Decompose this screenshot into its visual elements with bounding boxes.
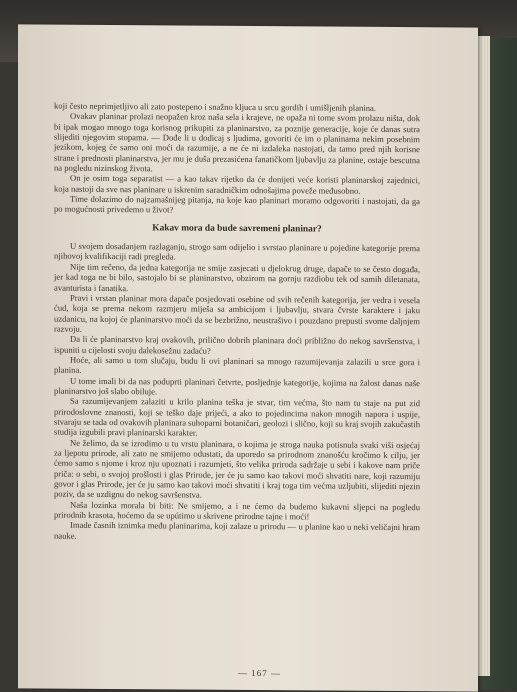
paragraph: U svojem dosadanjem razlaganju, strogo sam odijelio i svrstao planinare u pojedine kategorije prema njihovoj kvalifikaciji radi pregleda. [54, 240, 420, 262]
paragraph: Time dolazimo do najzamašnijeg pitanja, na koje kao planinari moramo odgovoriti i nastojati, da ga po mogućnosti privedemo u život? [54, 193, 420, 215]
paragraph: Pravi i vrstan planinar mora dapače posjedovati osebine od svih rečenih kategorija, jer vedra i vesela ćud, koja se prema nekom razmjeru miješa sa ambicijom i ljubavlju, stvara čvrste karaktere i jaku uzdanicu, na kojoj će planinarstvo moći da se bezbrižno, neustrašivo i pouzdano prepusti svome daljnjem razvoju. [54, 292, 420, 334]
paragraph: U tome imali bi da nas poduprti planinari četvrte, posljednje kategorije, kojima na žalost danas naše planinarstvo još slabo obiluje. [54, 375, 420, 397]
paragraph: Ovakav planinar prolazi neopažen kroz naša sela i krajeve, ne opaža ni tome svom prolazu ništa, dok bi ipak mogao mnogo toga korisnog prikupiti za planinarstvo, za poznije generacije, koje će danas sutra slijediti njegovim stopama. — Dođe li u dodicaj s ljudima, govoriti će im o planinama nekim posebnim jezikom, kojeg će samo oni moći da razumije, a ne će ni izdaleka nastojati, da tamo pred njih korisne strane i prednosti planinarstva, jer mu je duša prezasićena fanatičkom ljubavlju za planine, ostaje bescutna na pogledu nizinskog života. [54, 111, 420, 174]
paragraph: Da li će planinarstvo kraj ovakovih, prilično dobrih planinara doći približno do nekog savršenstva, i ispuniti u cijelosti svoju dalekosežnu zadaću? [54, 333, 420, 356]
section-heading: Kakav mora da bude savremeni planinar? [152, 223, 322, 235]
paragraph: Nije tim rečeno, da jedna kategorija ne smije zasjecati u djelokrug druge, dapače to se često događa, jer kad toga ne bi bilo, sastojalo bi se planinarstvo, obzirom na gornju razdiobu tek od samih diletanata, avanturista i fanatika. [54, 261, 420, 293]
paragraph: koji često neprimjetljivo ali zato postepeno i snažno kljuca u srcu gordih i umišljenih planina. [54, 100, 376, 113]
paragraph: Naša lozinka morala bi biti: Ne smijemo, a i ne ćemo da budemo kukavni sljepci na pogledu prirodnih krasota, hoćemo da se upútimo u skrivene prirodne tajne i moći! [54, 499, 420, 522]
paragraph: Ne želimo, da se izrodimo u tu vrstu planinara, o kojima je stroga nauka potisnula svaki viši osjećaj za ljepotu prirode, ali zato ne smijemo odustati, da uporedo sa prirodnom znanošću kročimo k cilju, jer ćemo samo s njome i kroz nju upoznati i razumjeti, što velika priroda sadržaje u sebi i kakove nam priče priča: o sebi, o svojoj prošlosti i glas Prirode, jer će ju samo kao takovi moći shvatiti nare, koji razumiju govor i glas Prirode, jer će ju samo kao takovi moći shvatiti i kraj toga tim većma uzljubiti, slijediti njezin poziv, da se uzdignu do nekog savršenstva. [54, 437, 420, 501]
paragraph: On je osim toga separatist — a kao takav rijetko da će donijeti veće koristi planinarskoj zajednici, koja nastoji da sve nas planinare u iskrenim saradničkim odnošajima poveže međusobno. [54, 173, 420, 196]
page-body [54, 101, 420, 544]
paragraph: Imade časnih iznimka među planinarima, koji zalaze u prirodu — u planine kao u neki veličajni hram nauke. [54, 520, 420, 541]
paragraph: Hoće, ali samo u tom slučaju, budu li ovi planinari sa mnogo razumijevanja zalazili u srce gora i planina. [54, 354, 420, 376]
paragraph: Sa razumijevanjem zalaziti u krilo planina teška je stvar, tim većma, što nam tu staje na put zid prirodoslovne znanosti, koji se teško daje prijeći, a ako to pojedincima nakon mnogih napora i uspije, stvaraju se tada od ovakovih planinara suhoparni botaničari, geolozi i slično, koji su kraj svojih zakučastih studija izgubili pravi planinarski karakter. [54, 396, 420, 438]
book-page [18, 24, 478, 691]
page-number: — 167 — [238, 667, 281, 679]
